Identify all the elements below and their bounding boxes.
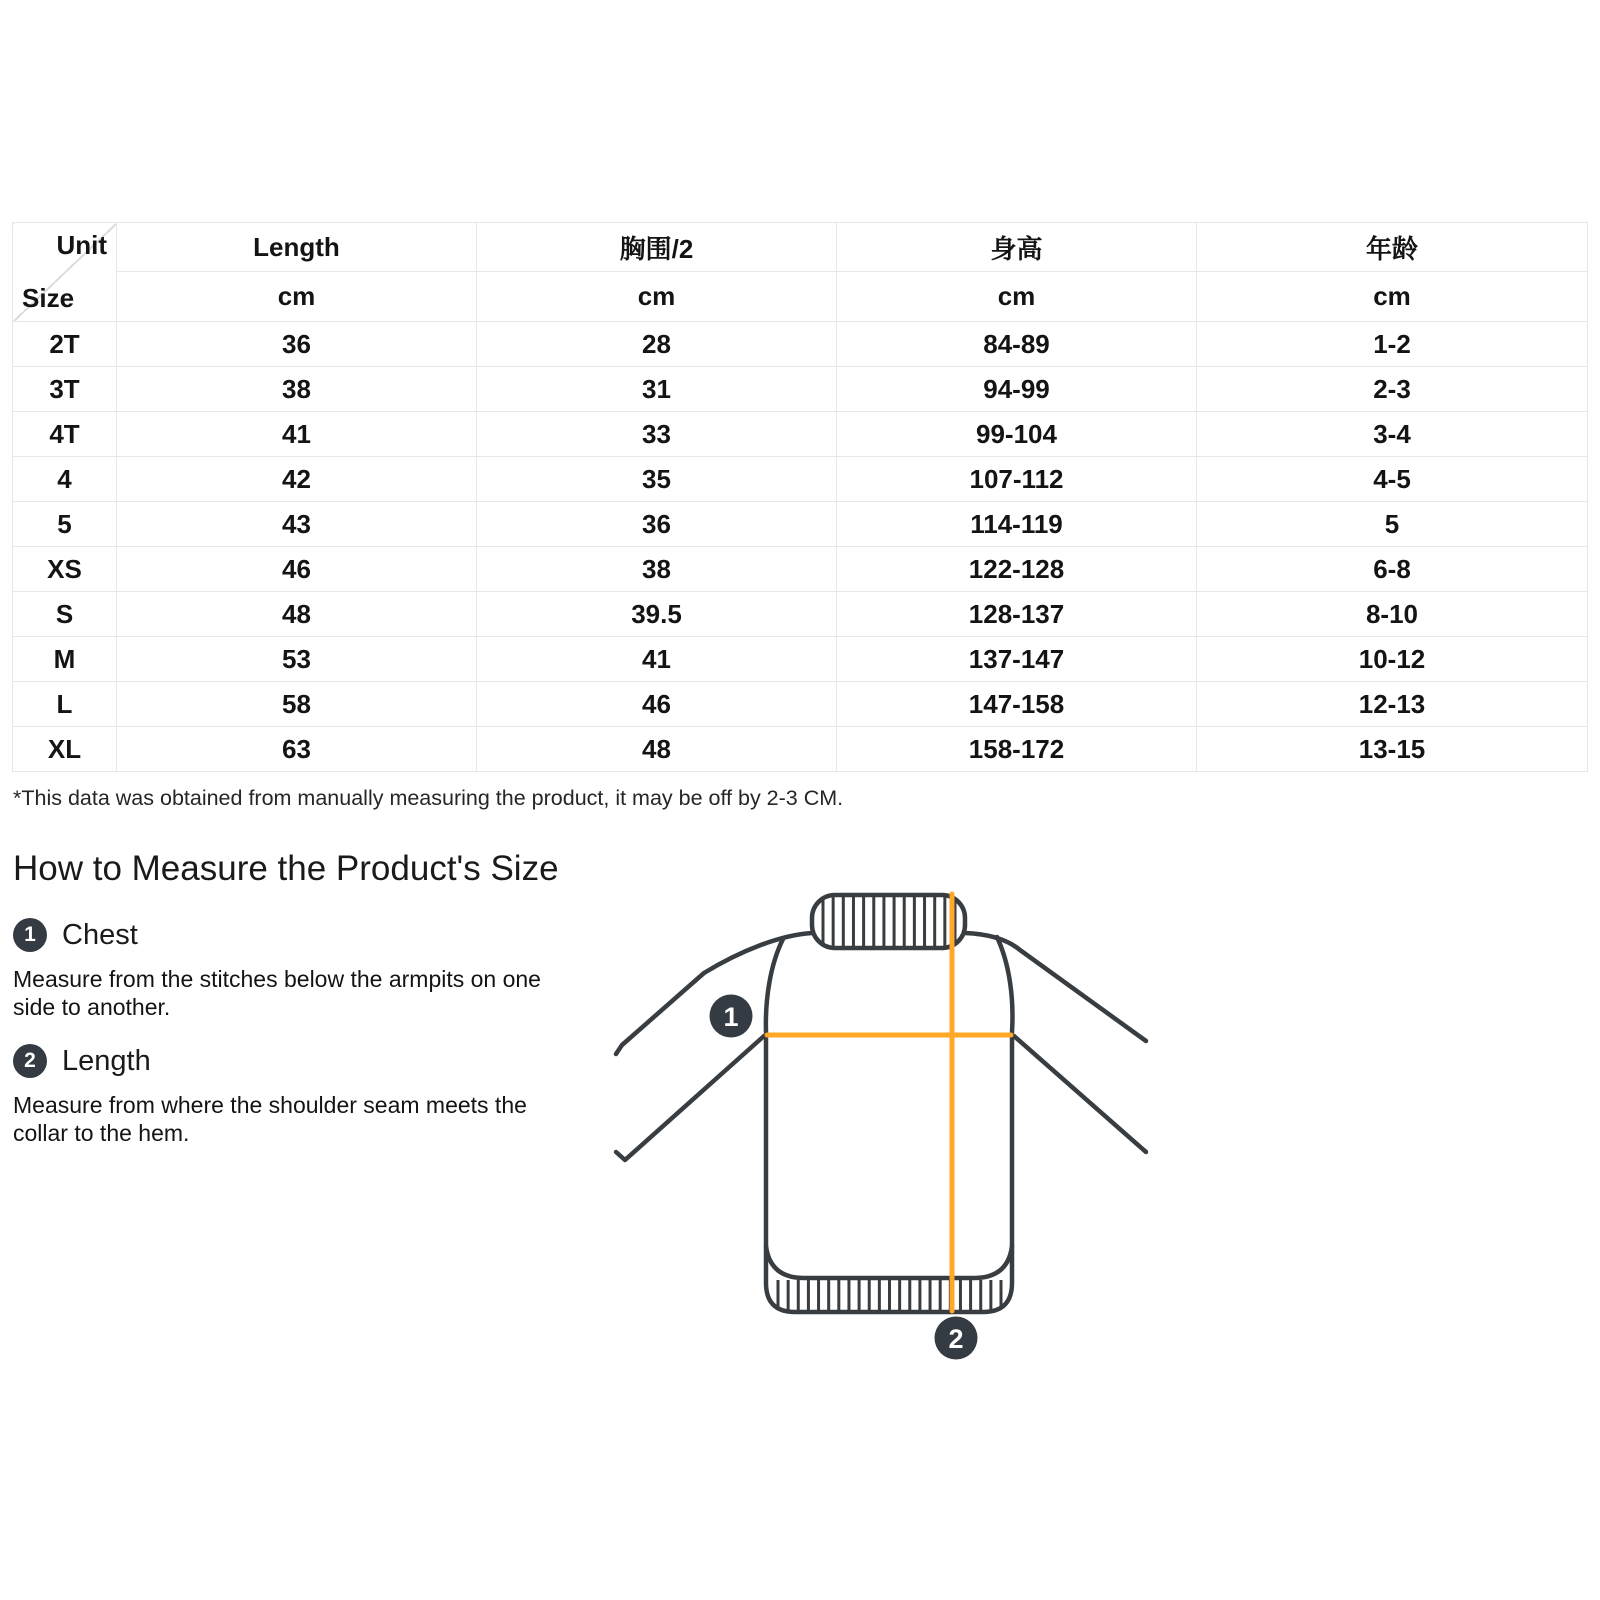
guide-item-title: Chest: [62, 918, 138, 951]
unit-cell: cm: [837, 272, 1197, 322]
chest-cell: 46: [477, 682, 837, 727]
age-cell: 1-2: [1197, 322, 1588, 367]
height-cell: 147-158: [837, 682, 1197, 727]
age-cell: 5: [1197, 502, 1588, 547]
unit-cell: cm: [117, 272, 477, 322]
length-cell: 63: [117, 727, 477, 772]
length-cell: 41: [117, 412, 477, 457]
length-cell: 58: [117, 682, 477, 727]
right-arm-inner-line: [1014, 1036, 1146, 1152]
size-cell: 4: [13, 457, 117, 502]
unit-cell: cm: [1197, 272, 1588, 322]
table-row: [13, 637, 1588, 682]
chest-cell: 33: [477, 412, 837, 457]
age-cell: 8-10: [1197, 592, 1588, 637]
measurement-note: *This data was obtained from manually measuring the product, it may be off by 2-3 CM.: [13, 786, 844, 810]
column-header-chest: 胸围/2: [477, 223, 837, 272]
table-row: [13, 727, 1588, 772]
length-cell: 36: [117, 322, 477, 367]
chest-cell: 31: [477, 367, 837, 412]
height-cell: 84-89: [837, 322, 1197, 367]
corner-unit-label: Unit: [56, 230, 107, 260]
size-cell: 4T: [13, 412, 117, 457]
guide-item-title: Length: [62, 1044, 151, 1077]
column-header-length: Length: [117, 223, 477, 272]
height-cell: 158-172: [837, 727, 1197, 772]
age-cell: 10-12: [1197, 637, 1588, 682]
length-cell: 53: [117, 637, 477, 682]
chest-cell: 36: [477, 502, 837, 547]
size-cell: L: [13, 682, 117, 727]
age-cell: 6-8: [1197, 547, 1588, 592]
table-row: [13, 502, 1588, 547]
age-cell: 4-5: [1197, 457, 1588, 502]
left-sleeve-seam: [766, 939, 783, 1032]
size-cell: 3T: [13, 367, 117, 412]
chest-cell: 41: [477, 637, 837, 682]
length-cell: 38: [117, 367, 477, 412]
diagram-badge-2-number: 2: [948, 1324, 964, 1354]
height-cell: 137-147: [837, 637, 1197, 682]
height-cell: 94-99: [837, 367, 1197, 412]
left-arm-inner-line: [616, 1036, 764, 1160]
table-row: [13, 367, 1588, 412]
size-table: [12, 222, 1588, 772]
length-cell: 43: [117, 502, 477, 547]
column-header-age: 年龄: [1197, 223, 1588, 272]
chest-cell: 28: [477, 322, 837, 367]
right-sleeve-seam: [997, 937, 1012, 1032]
guide-item-description: Measure from where the shoulder seam meets the collar to the hem.: [13, 1092, 527, 1146]
age-cell: 2-3: [1197, 367, 1588, 412]
step-2-badge: 2: [13, 1044, 47, 1078]
age-cell: 3-4: [1197, 412, 1588, 457]
chest-cell: 39.5: [477, 592, 837, 637]
turtleneck-collar: [812, 895, 965, 948]
sweater-body: [766, 1034, 1012, 1312]
corner-cell: [13, 223, 117, 322]
chest-cell: 35: [477, 457, 837, 502]
diagram-badge-1-number: 1: [723, 1002, 739, 1032]
size-cell: M: [13, 637, 117, 682]
chest-cell: 38: [477, 547, 837, 592]
chest-cell: 48: [477, 727, 837, 772]
length-cell: 42: [117, 457, 477, 502]
height-cell: 128-137: [837, 592, 1197, 637]
size-cell: S: [13, 592, 117, 637]
column-header-height: 身高: [837, 223, 1197, 272]
size-cell: XL: [13, 727, 117, 772]
table-row: [13, 547, 1588, 592]
height-cell: 122-128: [837, 547, 1197, 592]
length-cell: 48: [117, 592, 477, 637]
right-arm-outline: [965, 933, 1146, 1041]
length-cell: 46: [117, 547, 477, 592]
step-1-badge: 1: [13, 918, 47, 952]
guide-item-description: Measure from the stitches below the armpits on one side to another.: [13, 966, 541, 1020]
guide-item-chest: [13, 918, 138, 952]
unit-cell: cm: [477, 272, 837, 322]
age-cell: 12-13: [1197, 682, 1588, 727]
age-cell: 13-15: [1197, 727, 1588, 772]
height-cell: 99-104: [837, 412, 1197, 457]
table-row: [13, 322, 1588, 367]
height-cell: 107-112: [837, 457, 1197, 502]
size-cell: 5: [13, 502, 117, 547]
table-row: [13, 682, 1588, 727]
table-row: [13, 412, 1588, 457]
table-row: [13, 457, 1588, 502]
guide-heading: How to Measure the Product's Size: [13, 849, 559, 888]
table-row: [13, 592, 1588, 637]
height-cell: 114-119: [837, 502, 1197, 547]
guide-item-length: [13, 1044, 151, 1078]
corner-size-label: Size: [22, 283, 75, 313]
sweater-diagram: [560, 860, 1360, 1400]
size-cell: 2T: [13, 322, 117, 367]
size-cell: XS: [13, 547, 117, 592]
